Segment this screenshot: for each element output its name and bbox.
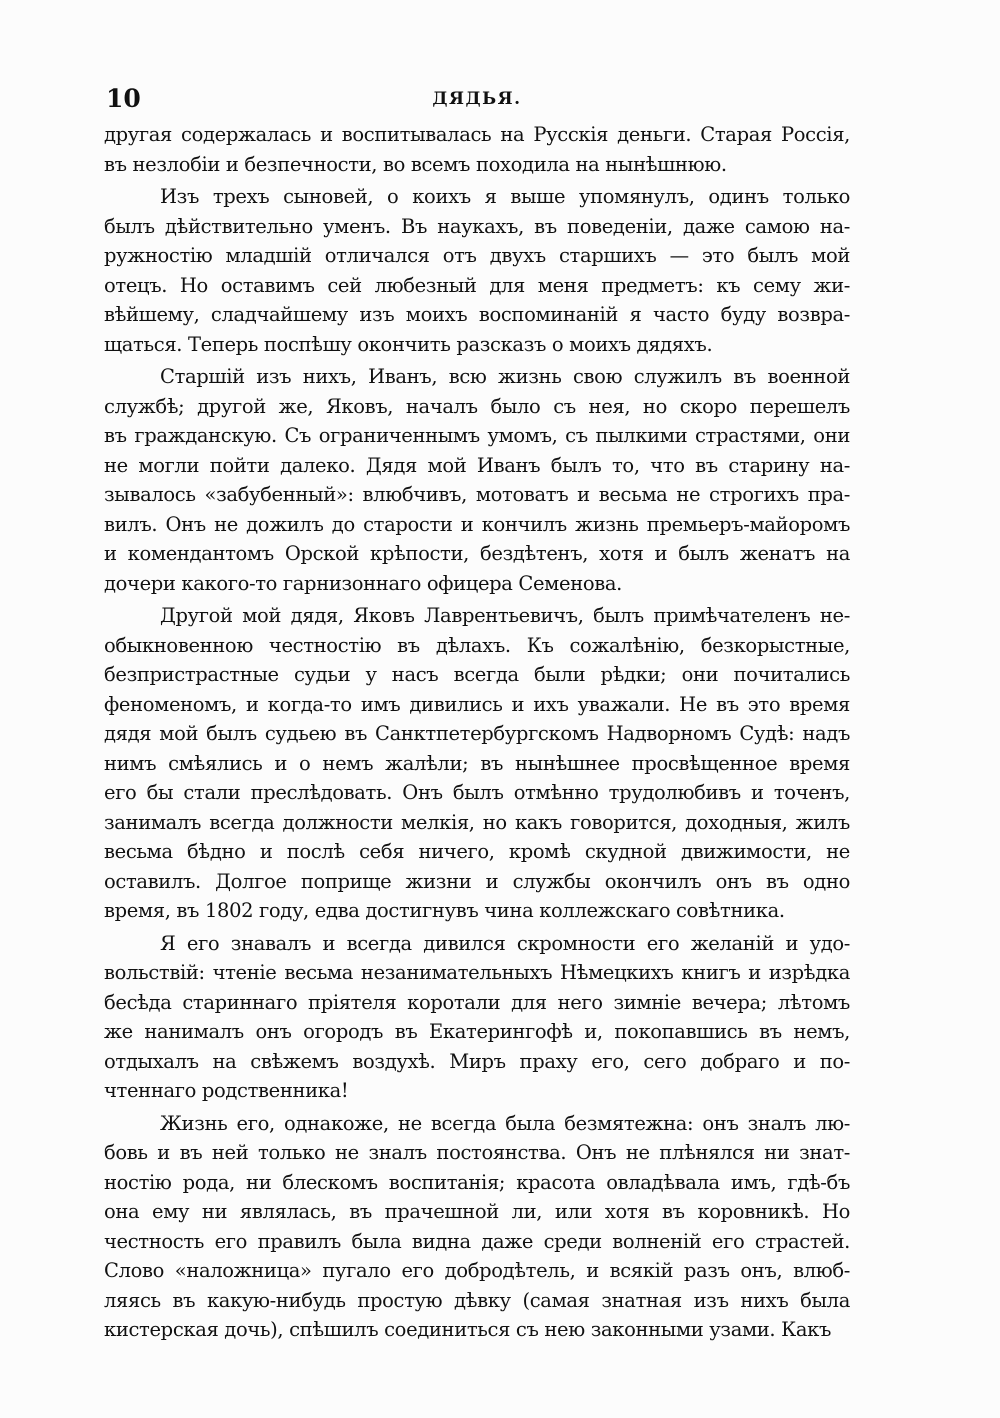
text-line: Слово «наложница» пугало его добродѣтель, и всякій разъ онъ, влюб-: [104, 1259, 850, 1282]
text-line: занималъ всегда должности мелкія, но какъ говорится, доходныя, жилъ: [104, 810, 850, 834]
text-line: бесѣда стариннаго пріятеля коротали для него зимніе вечера; лѣтомъ: [104, 990, 850, 1014]
text-line: ружностію младшій отличался отъ двухъ старшихъ — это былъ мой: [104, 244, 850, 267]
text-line: честность его правилъ была видна даже среди волненій его страстей.: [104, 1229, 850, 1253]
text-line: отецъ. Но оставимъ сей любезный для меня предметъ: къ сему жи-: [104, 273, 850, 297]
text-line: не могли пойти далеко. Дядя мой Иванъ былъ то, что въ старину на-: [104, 453, 850, 477]
text-line: оставилъ. Долгое поприще жизни и службы окончилъ онъ въ одно: [104, 869, 850, 893]
text-line: дядя мой былъ судьею въ Санктпетербургскомъ Надворномъ Судѣ: надъ: [104, 722, 850, 745]
text-line: Я его знавалъ и всегда дивился скромности его желаній и удо-: [160, 931, 850, 955]
body-text: [104, 120, 850, 1348]
text-line: время, въ 1802 году, едва достигнувъ чина коллежскаго совѣтника.: [104, 899, 785, 922]
text-line: ностію рода, ни блескомъ воспитанія; красота овладѣвала имъ, гдѣ-бъ: [104, 1170, 850, 1194]
text-line: и комендантомъ Орской крѣпости, бездѣтенъ, хотя и былъ женатъ на: [104, 542, 850, 565]
text-line: Жизнь его, однакоже, не всегда была безмятежна: онъ зналъ лю-: [160, 1111, 850, 1135]
text-line: отдыхалъ на свѣжемъ воздухѣ. Миръ праху его, сего добраго и по-: [104, 1049, 850, 1073]
paragraph: [104, 182, 850, 359]
text-line: нимъ смѣялись и о немъ жалѣли; въ нынѣшнее просвѣщенное время: [104, 751, 850, 775]
text-line: феноменомъ, и когда-то имъ дивились и ихъ уважали. Не въ это время: [104, 692, 850, 716]
text-line: въ гражданскую. Съ ограниченнымъ умомъ, съ пылкими страстями, они: [104, 424, 850, 447]
text-line: чтеннаго родственника!: [104, 1079, 349, 1102]
text-line: вилъ. Онъ не дожилъ до старости и кончилъ жизнь премьеръ-майоромъ: [104, 512, 850, 536]
paragraph: [104, 601, 850, 926]
paragraph: [104, 362, 850, 598]
text-line: же нанималъ онъ огородъ въ Екатерингофѣ и, покопавшись въ немъ,: [104, 1020, 850, 1043]
text-line: бовь и въ ней только не зналъ постоянства. Онъ не плѣнялся ни знат-: [104, 1141, 850, 1164]
text-line: службѣ; другой же, Яковъ, началъ было съ нея, но скоро перешелъ: [104, 394, 850, 418]
text-line: былъ дѣйствительно уменъ. Въ наукахъ, въ поведеніи, даже самою на-: [104, 214, 850, 238]
text-line: обыкновенною честностію въ дѣлахъ. Къ сожалѣнію, безкорыстные,: [104, 633, 850, 657]
text-line: зывалось «забубенный»: влюбчивъ, мотоватъ и весьма не строгихъ пра-: [104, 483, 850, 506]
text-line: безпристрастные судьи у насъ всегда были рѣдки; они почитались: [104, 663, 850, 686]
text-line: вольствій: чтеніе весьма незанимательныхъ Нѣмецкихъ книгъ и изрѣдка: [104, 961, 850, 984]
paragraph: [104, 120, 850, 179]
page-header: [104, 84, 850, 114]
text-line: ляясь въ какую-нибудь простую дѣвку (самая знатная изъ нихъ была: [104, 1288, 850, 1312]
text-line: Другой мой дядя, Яковъ Лаврентьевичъ, былъ примѣчателенъ не-: [160, 604, 850, 627]
text-line: въ незлобіи и безпечности, во всемъ походила на нынѣшнюю.: [104, 152, 727, 176]
text-line: вѣйшему, сладчайшему изъ моихъ воспоминаній я часто буду возвра-: [104, 303, 850, 326]
text-line: Старшій изъ нихъ, Иванъ, всю жизнь свою служилъ въ военной: [160, 365, 850, 388]
text-line: Изъ трехъ сыновей, о коихъ я выше упомянулъ, одинъ только: [160, 185, 850, 208]
text-line: кистерская дочь), спѣшилъ соединиться съ нею законными узами. Какъ: [104, 1318, 832, 1341]
text-line: она ему ни являлась, въ прачешной ли, или хотя въ коровникѣ. Но: [104, 1200, 850, 1223]
text-line: дочери какого-то гарнизоннаго офицера Семенова.: [104, 571, 622, 595]
paragraph: [104, 1109, 850, 1345]
text-line: щаться. Теперь поспѣшу окончить разсказъ о моихъ дядяхъ.: [104, 332, 713, 356]
text-line: его бы стали преслѣдовать. Онъ былъ отмѣнно трудолюбивъ и точенъ,: [104, 781, 850, 804]
paragraph: [104, 929, 850, 1106]
page-number: 10: [106, 84, 141, 113]
running-title: ДЯДЬЯ.: [432, 89, 522, 109]
text-line: весьма бѣдно и послѣ себя ничего, кромѣ скудной движимости, не: [104, 840, 850, 863]
text-line: другая содержалась и воспитывалась на Русскія деньги. Старая Россія,: [104, 123, 850, 146]
